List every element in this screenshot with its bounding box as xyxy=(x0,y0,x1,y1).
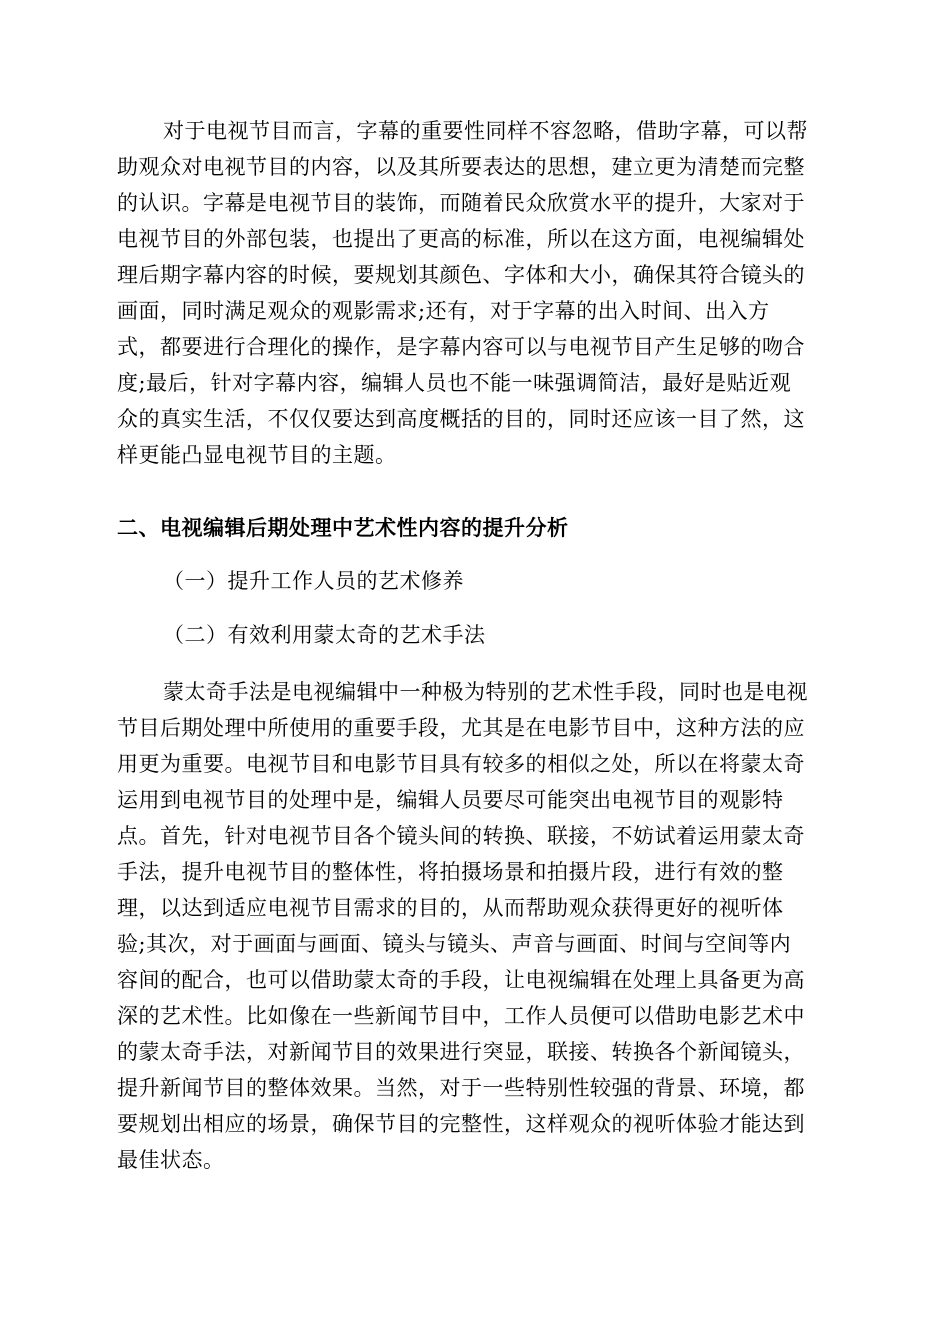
para1-line-7: 式，都要进行合理化的操作，是字幕内容可以与电视节目产生足够的吻合 xyxy=(117,335,805,359)
section-heading: 二、电视编辑后期处理中艺术性内容的提升分析 xyxy=(117,515,569,540)
para2-line-11: 的蒙太奇手法，对新闻节目的效果进行突显，联接、转换各个新闻镜头， xyxy=(117,1040,805,1064)
para2-line-14: 最佳状态。 xyxy=(117,1148,225,1172)
para2-line-5: 点。首先，针对电视节目各个镜头间的转换、联接，不妨试着运用蒙太奇 xyxy=(117,824,805,848)
para1-line-6: 画面，同时满足观众的观影需求;还有，对于字幕的出入时间、出入方 xyxy=(117,299,770,323)
para1-line-10: 样更能凸显电视节目的主题。 xyxy=(117,443,397,467)
para2-line-1: 蒙太奇手法是电视编辑中一种极为特别的艺术性手段，同时也是电视 xyxy=(163,680,808,704)
para1-line-4: 电视节目的外部包装，也提出了更高的标准，所以在这方面，电视编辑处 xyxy=(117,227,805,251)
para2-line-9: 容间的配合，也可以借助蒙太奇的手段，让电视编辑在处理上具备更为高 xyxy=(117,968,805,992)
para1-line-5: 理后期字幕内容的时候，要规划其颜色、字体和大小，确保其符合镜头的 xyxy=(117,263,805,287)
para1-line-1: 对于电视节目而言，字幕的重要性同样不容忽略，借助字幕，可以帮 xyxy=(163,119,808,143)
para2-line-13: 要规划出相应的场景，确保节目的完整性，这样观众的视听体验才能达到 xyxy=(117,1112,805,1136)
para1-line-8: 度;最后，针对字幕内容，编辑人员也不能一味强调简洁，最好是贴近观 xyxy=(117,371,792,395)
para2-line-6: 手法，提升电视节目的整体性，将拍摄场景和拍摄片段，进行有效的整 xyxy=(117,860,784,884)
subsection-heading-1: （一）提升工作人员的艺术修养 xyxy=(163,569,464,593)
para1-line-2: 助观众对电视节目的内容，以及其所要表达的思想，建立更为清楚而完整 xyxy=(117,155,805,179)
para2-line-2: 节目后期处理中所使用的重要手段，尤其是在电影节目中，这种方法的应 xyxy=(117,716,805,740)
para2-line-3: 用更为重要。电视节目和电影节目具有较多的相似之处，所以在将蒙太奇 xyxy=(117,752,805,776)
para2-line-4: 运用到电视节目的处理中是，编辑人员要尽可能突出电视节目的观影特 xyxy=(117,788,784,812)
para2-line-7: 理，以达到适应电视节目需求的目的，从而帮助观众获得更好的视听体 xyxy=(117,896,784,920)
para1-line-3: 的认识。字幕是电视节目的装饰，而随着民众欣赏水平的提升，大家对于 xyxy=(117,191,805,215)
para1-line-9: 众的真实生活，不仅仅要达到高度概括的目的，同时还应该一目了然，这 xyxy=(117,407,805,431)
para2-line-12: 提升新闻节目的整体效果。当然，对于一些特别性较强的背景、环境，都 xyxy=(117,1076,805,1100)
subsection-heading-2: （二）有效利用蒙太奇的艺术手法 xyxy=(163,623,486,647)
para2-line-10: 深的艺术性。比如像在一些新闻节目中，工作人员便可以借助电影艺术中 xyxy=(117,1004,805,1028)
para2-line-8: 验;其次，对于画面与画面、镜头与镜头、声音与画面、时间与空间等内 xyxy=(117,932,792,956)
